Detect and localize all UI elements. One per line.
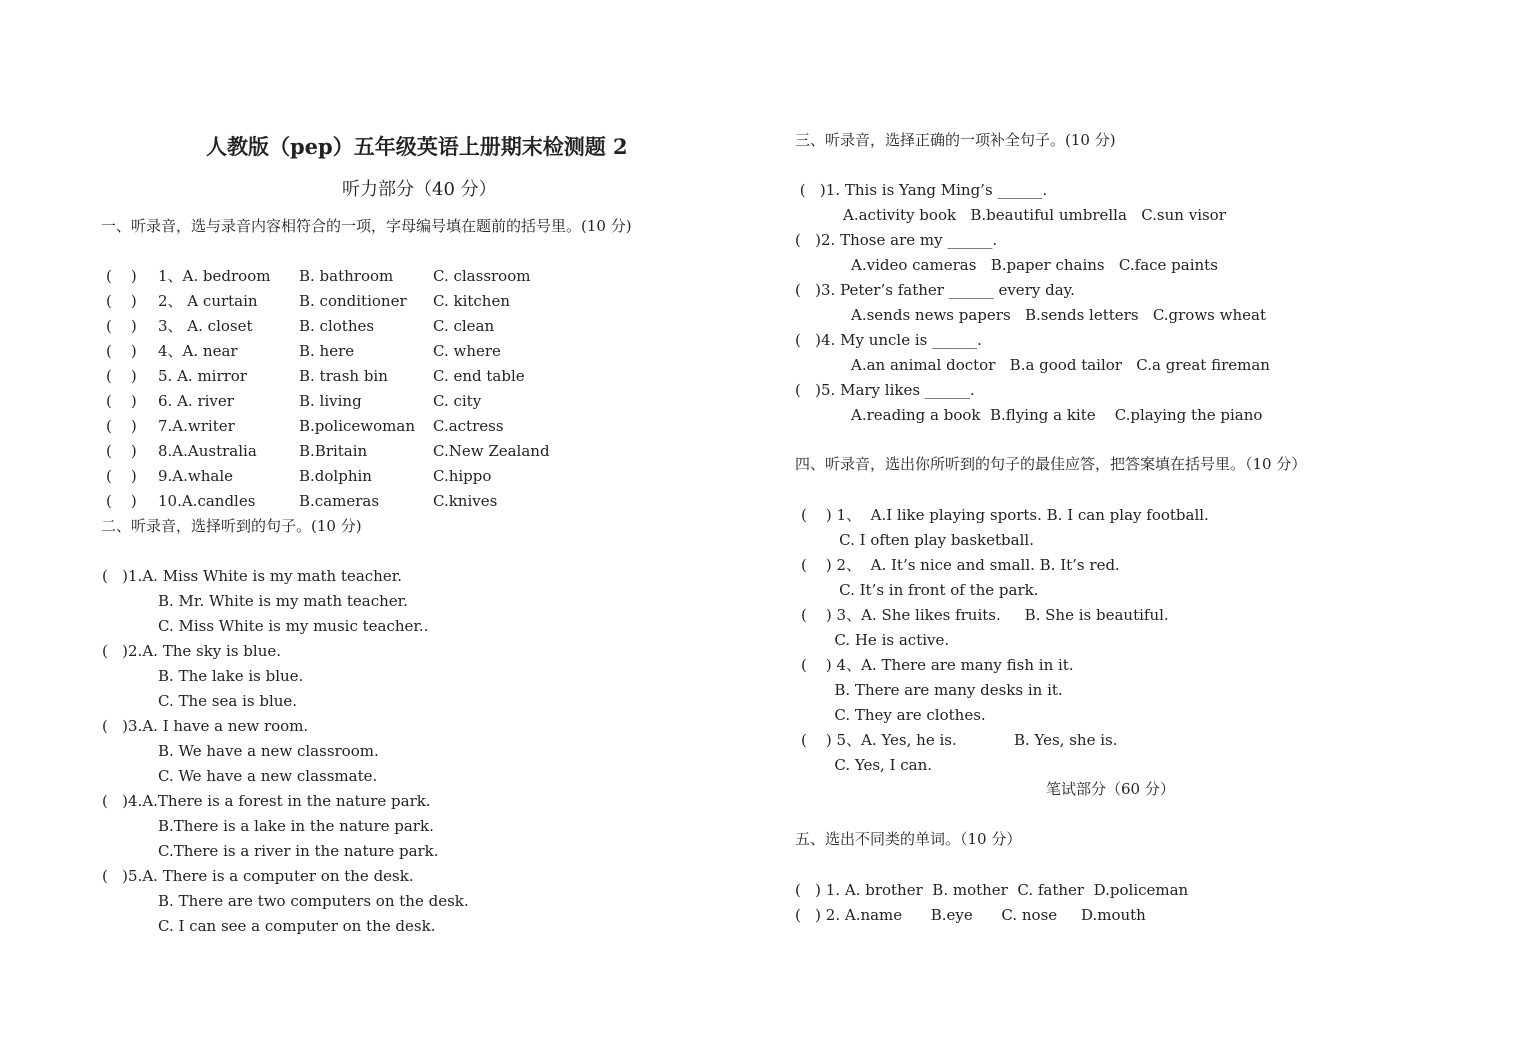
question-line: C. Yes, I can. <box>801 756 933 774</box>
option-b: B. trash bin <box>299 367 388 385</box>
question-line: ( ) 4、A. There are many fish in it. <box>801 656 1074 674</box>
question-stem: ( )1.A. Miss White is my math teacher. <box>102 567 402 585</box>
section-3-heading: 三、听录音，选择正确的一项补全句子。(10 分) <box>795 131 1116 149</box>
answer-bracket: ( ) <box>106 467 137 485</box>
option-a: 6. A. river <box>158 392 234 410</box>
option-a: 1、A. bedroom <box>158 267 271 285</box>
option-b: B.dolphin <box>299 467 372 485</box>
option-b: B. living <box>299 392 362 410</box>
page-title: 人教版（pep）五年级英语上册期末检测题 2 <box>206 134 628 159</box>
option-c: C. I can see a computer on the desk. <box>158 917 436 935</box>
option-c: C. where <box>433 342 501 360</box>
question-stem: ( )4. My uncle is ______. <box>795 331 982 349</box>
option-b: B.cameras <box>299 492 380 510</box>
option-c: C.There is a river in the nature park. <box>158 842 439 860</box>
option-c: C. city <box>433 392 482 410</box>
option-a: 5. A. mirror <box>158 367 248 385</box>
question-stem: ( )2.A. The sky is blue. <box>102 642 281 660</box>
option-b: B.Britain <box>299 442 368 460</box>
answer-bracket: ( ) <box>106 342 137 360</box>
writing-heading: 笔试部分（60 分） <box>1046 780 1175 798</box>
option-a: 8.A.Australia <box>158 442 257 460</box>
option-b: B. here <box>299 342 355 360</box>
option-b: B. clothes <box>299 317 375 335</box>
question-stem: ( )1. This is Yang Ming’s ______. <box>795 181 1048 199</box>
question-line: C. I often play basketball. <box>801 531 1034 549</box>
answer-bracket: ( ) <box>106 417 137 435</box>
question-stem: ( )2. Those are my ______. <box>795 231 998 249</box>
question-line: ( ) 1、 A.I like playing sports. B. I can play football. <box>801 506 1209 524</box>
option-c: C.hippo <box>433 467 492 485</box>
option-c: C. The sea is blue. <box>158 692 298 710</box>
option-a: 4、A. near <box>158 342 238 360</box>
question-line: C. It’s in front of the park. <box>801 581 1039 599</box>
option-a: 7.A.writer <box>158 417 235 435</box>
section-5-heading: 五、选出不同类的单词。（10 分） <box>795 830 1022 848</box>
question-stem: ( )5. Mary likes ______. <box>795 381 975 399</box>
option-a: 10.A.candles <box>158 492 256 510</box>
answer-bracket: ( ) <box>106 492 137 510</box>
option-c: C. end table <box>433 367 525 385</box>
answer-bracket: ( ) <box>106 317 137 335</box>
options: A.reading a book B.flying a kite C.playing the piano <box>851 406 1263 424</box>
options: A.sends news papers B.sends letters C.grows wheat <box>851 306 1266 324</box>
question-line: ( ) 2. A.name B.eye C. nose D.mouth <box>795 906 1146 924</box>
question-stem: ( )4.A.There is a forest in the nature park. <box>102 792 431 810</box>
question-line: ( ) 2、 A. It’s nice and small. B. It’s red. <box>801 556 1120 574</box>
question-line: B. There are many desks in it. <box>801 681 1063 699</box>
section-2-heading: 二、听录音，选择听到的句子。(10 分) <box>101 517 362 535</box>
option-b: B. The lake is blue. <box>158 667 304 685</box>
question-line: C. He is active. <box>801 631 950 649</box>
answer-bracket: ( ) <box>106 442 137 460</box>
option-b: B.policewoman <box>299 417 415 435</box>
option-b: B. There are two computers on the desk. <box>158 892 469 910</box>
option-a: 9.A.whale <box>158 467 234 485</box>
option-c: C. We have a new classmate. <box>158 767 378 785</box>
option-c: C.New Zealand <box>433 442 550 460</box>
options: A.video cameras B.paper chains C.face paints <box>851 256 1218 274</box>
option-a: 3、 A. closet <box>158 317 253 335</box>
option-c: C.knives <box>433 492 498 510</box>
options: A.activity book B.beautiful umbrella C.sun visor <box>843 206 1226 224</box>
answer-bracket: ( ) <box>106 367 137 385</box>
listening-heading: 听力部分（40 分） <box>342 179 497 200</box>
option-b: B.There is a lake in the nature park. <box>158 817 434 835</box>
option-c: C. kitchen <box>433 292 510 310</box>
answer-bracket: ( ) <box>106 292 137 310</box>
question-line: ( ) 5、A. Yes, he is. B. Yes, she is. <box>801 731 1118 749</box>
options: A.an animal doctor B.a good tailor C.a great fireman <box>851 356 1270 374</box>
option-c: C. clean <box>433 317 495 335</box>
option-b: B. Mr. White is my math teacher. <box>158 592 408 610</box>
option-c: C. classroom <box>433 267 531 285</box>
question-stem: ( )5.A. There is a computer on the desk. <box>102 867 414 885</box>
question-stem: ( )3. Peter’s father ______ every day. <box>795 281 1075 299</box>
option-b: B. conditioner <box>299 292 407 310</box>
option-b: B. bathroom <box>299 267 394 285</box>
question-stem: ( )3.A. I have a new room. <box>102 717 309 735</box>
section-4-heading: 四、听录音，选出你所听到的句子的最佳应答，把答案填在括号里。（10 分） <box>795 455 1307 473</box>
question-line: ( ) 3、A. She likes fruits. B. She is beautiful. <box>801 606 1169 624</box>
answer-bracket: ( ) <box>106 392 137 410</box>
option-b: B. We have a new classroom. <box>158 742 379 760</box>
section-1-heading: 一、听录音，选与录音内容相符合的一项，字母编号填在题前的括号里。(10 分) <box>101 217 632 235</box>
answer-bracket: ( ) <box>106 267 137 285</box>
question-line: C. They are clothes. <box>801 706 986 724</box>
option-a: 2、 A curtain <box>158 292 258 310</box>
question-line: ( ) 1. A. brother B. mother C. father D.policeman <box>795 881 1189 899</box>
option-c: C.actress <box>433 417 504 435</box>
option-c: C. Miss White is my music teacher.. <box>158 617 429 635</box>
